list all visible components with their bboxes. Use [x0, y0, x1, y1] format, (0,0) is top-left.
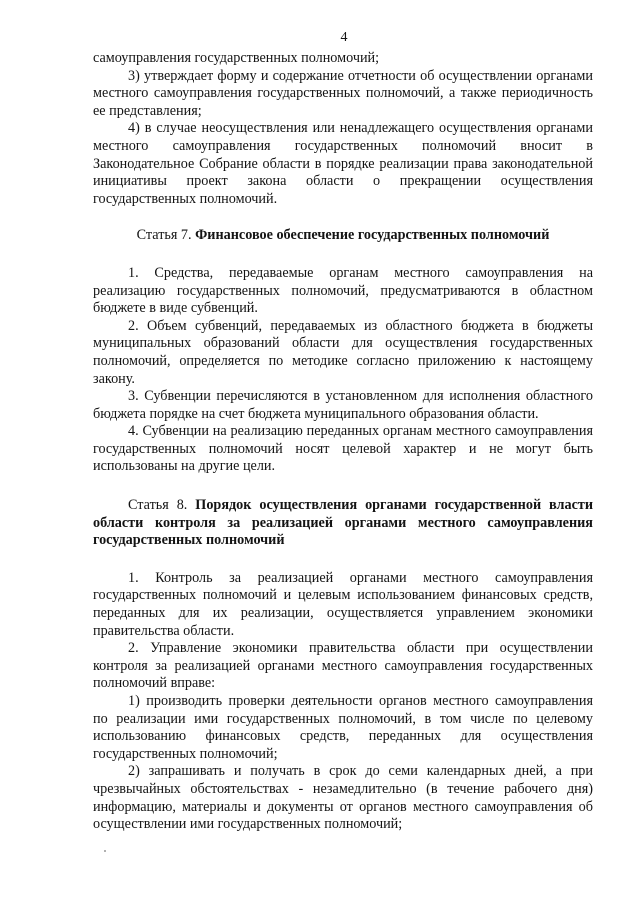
article-7-paragraph-1: 1. Средства, передаваемые органам местного самоуправления на реализацию государственных полномочий, предусматриваются в областном бюджете в виде субвенций.: [93, 264, 593, 317]
scan-speck: [104, 850, 106, 852]
article-8-paragraph-1: 1. Контроль за реализацией органами местного самоуправления государственных полномочий и целевым использованием финансовых средств, переданных для их реализации, осуществляется управлением экономики правительства области.: [93, 569, 593, 639]
article-8-paragraph-2: 2. Управление экономики правительства области при осуществлении контроля за реализацией органами местного самоуправления государственных полномочий вправе:: [93, 640, 593, 692]
article-7-paragraph-3: 3. Субвенции перечисляются в установленном для исполнения областного бюджета порядке на счет бюджета муниципального образования области.: [93, 388, 593, 422]
article-7-paragraph-2: 2. Объем субвенций, передаваемых из областного бюджета в бюджеты муниципальных образований области для осуществления государственных полномочий, определяется по методике согласно приложению к настоящему закону.: [93, 317, 593, 387]
paragraph-item-3: 3) утверждает форму и содержание отчетности об осуществлении органами местного самоуправления государственных полномочий, а также периодичность ее представления;: [93, 67, 593, 119]
article-7-heading: [93, 227, 593, 245]
article-8-heading: [93, 497, 593, 550]
page-number: 4: [340, 30, 348, 45]
paragraph-continuation: самоуправления государственных полномочий;: [93, 50, 380, 66]
article-7-title: Финансовое обеспечение государственных полномочий: [195, 227, 550, 244]
article-8-paragraph-4: 2) запрашивать и получать в срок до семи календарных дней, а при чрезвычайных обстоятельствах - незамедлительно (в течение рабочего дня) информацию, материалы и документы от органов местного самоуправления об осуществлении ими государственных полномочий;: [93, 763, 593, 833]
article-7-paragraph-4: 4. Субвенции на реализацию переданных органам местного самоуправления государственных полномочий носят целевой характер и не могут быть использованы на другие цели.: [93, 423, 593, 475]
paragraph-item-4: 4) в случае неосуществления или ненадлежащего осуществления органами местного самоуправления государственных полномочий вносит в Законодательное Собрание области в порядке реализации права законодательной инициативы проект закона области о прекращении осуществления государственных полномочий.: [93, 120, 593, 207]
article-7-number: Статья 7.: [136, 227, 192, 244]
article-8-title: Порядок осуществления органами государственной власти области контроля за реализацией органами местного самоуправления государственных полномочий: [93, 497, 594, 549]
article-8-number: Статья 8.: [128, 497, 188, 514]
article-8-paragraph-3: 1) производить проверки деятельности органов местного самоуправления по реализации ими государственных полномочий, в том числе по целевому использованию финансовых средств, переданных для осуществления государственных полномочий;: [93, 693, 593, 762]
